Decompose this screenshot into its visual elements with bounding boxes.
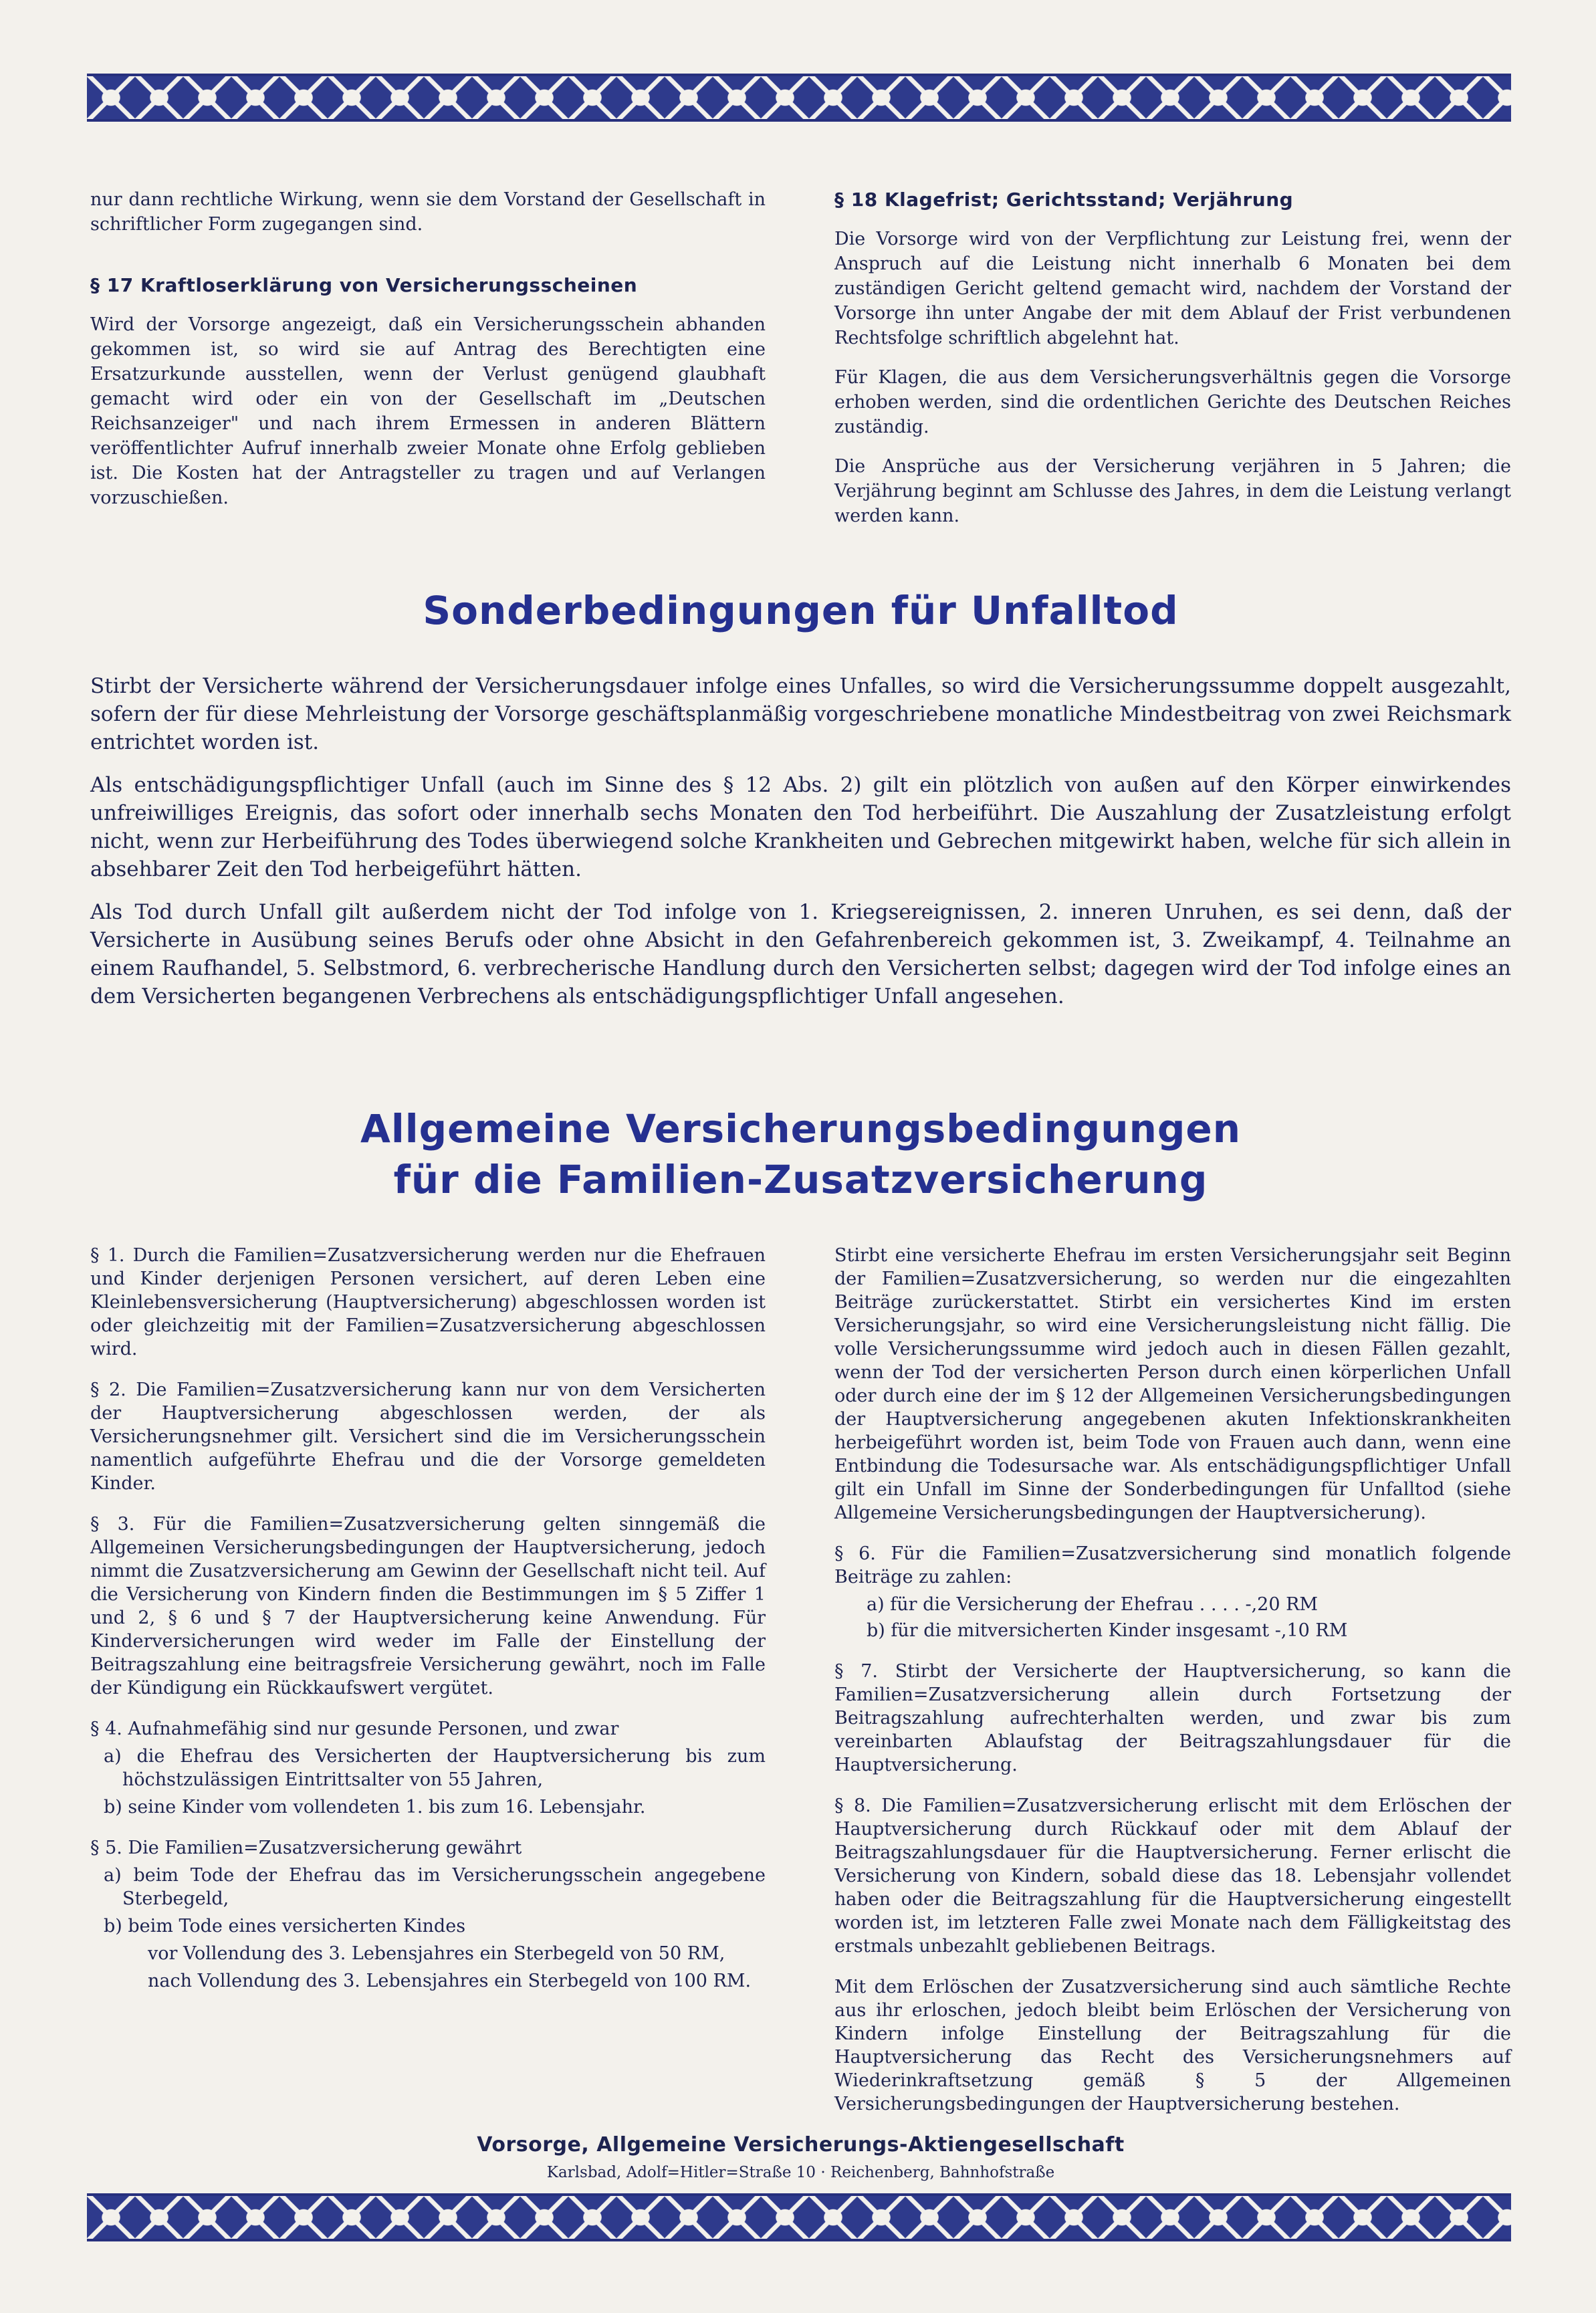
unfalltod-paragraph-2: Als entschädigungspflichtiger Unfall (auch im Sinne des § 12 Abs. 2) gilt ein plötzlich von außen auf den Körper einwirkendes unfreiwilliges Ereignis, das sofort oder innerhalb sechs Monaten den Tod herbeiführt. Die Auszahlung der Zusatzleistung erfolgt nicht, wenn zur Herbeiführung des Todes überwiegend solche Krankheiten und Gebrechen mitgewirkt haben, welche für sich allein in absehbarer Zeit den Tod herbeigeführt hätten. — [90, 773, 1511, 881]
familien-paragraph-6-a: a) für die Versicherung der Ehefrau . . . . -,20 RM — [867, 1594, 1319, 1615]
unfalltod-title: Sonderbedingungen für Unfalltod — [423, 588, 1179, 633]
familien-paragraph-8: § 8. Die Familien=Zusatzversicherung erlischt mit dem Erlöschen der Hauptversicherung durch Rückkauf oder mit dem Ablauf der Beitragszahlungsdauer für die Hauptversicherung. Ferner erlischt die Versicherung von Kindern, sobald diese das 18. Lebensjahr vollendet haben oder die Beitragszahlung für die Hauptversicherung eingestellt worden ist, im letzteren Falle zwei Monate nach dem Fälligkeitstag des erstmals unbezahlt gebliebenen Beitrags. — [834, 1795, 1511, 1957]
familien-paragraph-5-b: b) beim Tode eines versicherten Kindes — [104, 1916, 466, 1937]
familien-title-line-2: für die Familien-Zusatzversicherung — [393, 1157, 1208, 1202]
familien-paragraph-6-b: b) für die mitversicherten Kinder insgesamt -,10 RM — [867, 1620, 1348, 1641]
familien-paragraph-5-intro: § 5. Die Familien=Zusatzversicherung gewährt — [90, 1838, 522, 1858]
unfalltod-paragraph-3: Als Tod durch Unfall gilt außerdem nicht der Tod infolge von 1. Kriegsereignissen, 2. inneren Unruhen, es sei denn, daß der Versicherte in Ausübung seines Berufs oder ohne Absicht in den Gefahrenbereich gekommen ist, 3. Zweikampf, 4. Teilnahme an einem Raufhandel, 5. Selbstmord, 6. verbrecherische Handlung durch den Versicherten selbst; dagegen wird der Tod infolge eines an dem Versicherten begangenen Verbrechens als entschädigungspflichtiger Unfall angesehen. — [90, 900, 1511, 1008]
familien-title — [90, 1103, 1511, 1205]
familien-paragraph-5-b1: vor Vollendung des 3. Lebensjahres ein Sterbegeld von 50 RM, — [148, 1943, 725, 1964]
unfalltod-body — [90, 672, 1511, 1025]
footer-address: Karlsbad, Adolf=Hitler=Straße 10 · Reichenberg, Bahnhofstraße — [546, 2164, 1055, 2181]
familien-paragraph-5-a: a) beim Tode der Ehefrau das im Versicherungsschein angegebene Sterbegeld, — [104, 1865, 766, 1909]
familien-paragraph-3: § 3. Für die Familien=Zusatzversicherung gelten sinngemäß die Allgemeinen Versicherungsbedingungen der Hauptversicherung, jedoch nimmt die Zusatzversicherung am Gewinn der Gesellschaft nicht teil. Auf die Versicherung von Kindern finden die Bestimmungen im § 5 Ziffer 1 und 2, § 6 und § 7 der Hauptversicherung keine Anwendung. Für Kinderversicherungen wird weder im Falle der Einstellung der Beitragszahlung eine beitragsfreie Versicherung gewährt, noch im Falle der Kündigung ein Rückkaufswert vergütet. — [90, 1514, 766, 1698]
section-17-heading: § 17 Kraftloserklärung von Versicherungsscheinen — [90, 274, 638, 296]
familien-paragraph-7: § 7. Stirbt der Versicherte der Hauptversicherung, so kann die Familien=Zusatzversicherung allein durch Fortsetzung der Beitragszahlung aufrechterhalten werden, und zwar bis zum vereinbarten Ablaufstag der Beitragszahlungsdauer für die Hauptversicherung. — [834, 1661, 1511, 1775]
section-18-paragraph-1: Die Vorsorge wird von der Verpflichtung zur Leistung frei, wenn der Anspruch auf die Leistung nicht innerhalb 6 Monaten bei dem zuständigen Gericht geltend gemacht wird, nachdem der Vorstand der Vorsorge ihn unter Angabe der mit dem Ablauf der Frist verbundenen Rechtsfolge schriftlich abgelehnt hat. — [834, 229, 1511, 348]
familien-title-line-1: Allgemeine Versicherungsbedingungen — [360, 1106, 1242, 1151]
continuation-text: nur dann rechtliche Wirkung, wenn sie dem Vorstand der Gesellschaft in schriftlicher Form zugegangen sind. — [90, 189, 766, 235]
right-column-top — [834, 187, 1511, 543]
familien-paragraph-4-intro: § 4. Aufnahmefähig sind nur gesunde Personen, und zwar — [90, 1719, 619, 1739]
section-18-paragraph-3: Die Ansprüche aus der Versicherung verjähren in 5 Jahren; die Verjährung beginnt am Schlusse des Jahres, in dem die Leistung verlangt werden kann. — [834, 456, 1511, 526]
unfalltod-paragraph-1: Stirbt der Versicherte während der Versicherungsdauer infolge eines Unfalles, so wird die Versicherungssumme doppelt ausgezahlt, sofern der für diese Mehrleistung der Vorsorge geschäftsplanmäßig vorgeschriebene monatliche Mindestbeitrag von zwei Reichsmark entrichtet worden ist. — [90, 674, 1511, 754]
familien-paragraph-5-continued: Stirbt eine versicherte Ehefrau im ersten Versicherungsjahr seit Beginn der Familien=Zusatzversicherung, so werden nur die eingezahlten Beiträge zurückerstattet. Stirbt ein versichertes Kind im ersten Versicherungsjahr, so wird eine Versicherungsleistung nicht fällig. Die volle Versicherungssumme wird jedoch auch in diesen Fällen gezahlt, wenn der Tod der versicherten Person durch einen körperlichen Unfall oder durch eine der im § 12 der Allgemeinen Versicherungsbedingungen der Hauptversicherung angegebenen akuten Infektionskrankheiten herbeigeführt worden ist, beim Tode von Frauen auch dann, wenn eine Entbindung die Todesursache war. Als entschädigungspflichtiger Unfall gilt ein Unfall im Sinne der Sonderbedingungen für Unfalltod (siehe Allgemeine Versicherungsbedingungen der Hauptversicherung). — [834, 1245, 1511, 1523]
left-column-top — [90, 187, 766, 525]
footer-company: Vorsorge, Allgemeine Versicherungs-Aktiengesellschaft — [477, 2133, 1125, 2157]
familien-left-column — [90, 1244, 766, 1997]
decorative-border-top — [87, 74, 1511, 122]
section-17-text: Wird der Vorsorge angezeigt, daß ein Versicherungsschein abhanden gekommen ist, so wird sie auf Antrag des Berechtigten eine Ersatzurkunde ausstellen, wenn der Verlust genügend glaubhaft gemacht wird oder ein von der Gesellschaft im „Deutschen Reichsanzeiger" und nach ihrem Ermessen in anderen Blättern veröffentlichter Aufruf innerhalb zweier Monate ohne Erfolg geblieben ist. Die Kosten hat der Antragsteller zu tragen und auf Verlangen vorzuschießen. — [90, 314, 766, 508]
familien-paragraph-4-b: b) seine Kinder vom vollendeten 1. bis zum 16. Lebensjahr. — [104, 1797, 646, 1818]
decorative-border-bottom — [87, 2193, 1511, 2241]
familien-right-column — [834, 1244, 1511, 2133]
section-18-heading: § 18 Klagefrist; Gerichtsstand; Verjährung — [834, 189, 1294, 211]
familien-paragraph-6-intro: § 6. Für die Familien=Zusatzversicherung sind monatlich folgende Beiträge zu zahlen: — [834, 1543, 1511, 1587]
familien-paragraph-2: § 2. Die Familien=Zusatzversicherung kann nur von dem Versicherten der Hauptversicherung abgeschlossen werden, der als Versicherungsnehmer gilt. Versichert sind die im Versicherungsschein namentlich aufgeführte Ehefrau und die der Vorsorge gemeldeten Kinder. — [90, 1380, 766, 1494]
familien-paragraph-9: Mit dem Erlöschen der Zusatzversicherung sind auch sämtliche Rechte aus ihr erloschen, jedoch bleibt beim Erlöschen der Versicherung von Kindern infolge Einstellung der Beitragszahlung für die Hauptversicherung das Recht des Versicherungsnehmers auf Wiederinkraftsetzung gemäß § 5 der Allgemeinen Versicherungsbedingungen der Hauptversicherung bestehen. — [834, 1977, 1511, 2114]
familien-paragraph-5-b2: nach Vollendung des 3. Lebensjahres ein Sterbegeld von 100 RM. — [148, 1971, 752, 1991]
familien-paragraph-1: § 1. Durch die Familien=Zusatzversicherung werden nur die Ehefrauen und Kinder derjenigen Personen versichert, auf deren Leben eine Kleinlebensversicherung (Hauptversicherung) abgeschlossen worden ist oder gleichzeitig mit der Familien=Zusatzversicherung abgeschlossen wird. — [90, 1245, 766, 1359]
familien-paragraph-4-a: a) die Ehefrau des Versicherten der Hauptversicherung bis zum höchstzulässigen Eintrittsalter von 55 Jahren, — [104, 1746, 766, 1790]
section-18-paragraph-2: Für Klagen, die aus dem Versicherungsverhältnis gegen die Vorsorge erhoben werden, sind die ordentlichen Gerichte des Deutschen Reiches zuständig. — [834, 367, 1511, 437]
